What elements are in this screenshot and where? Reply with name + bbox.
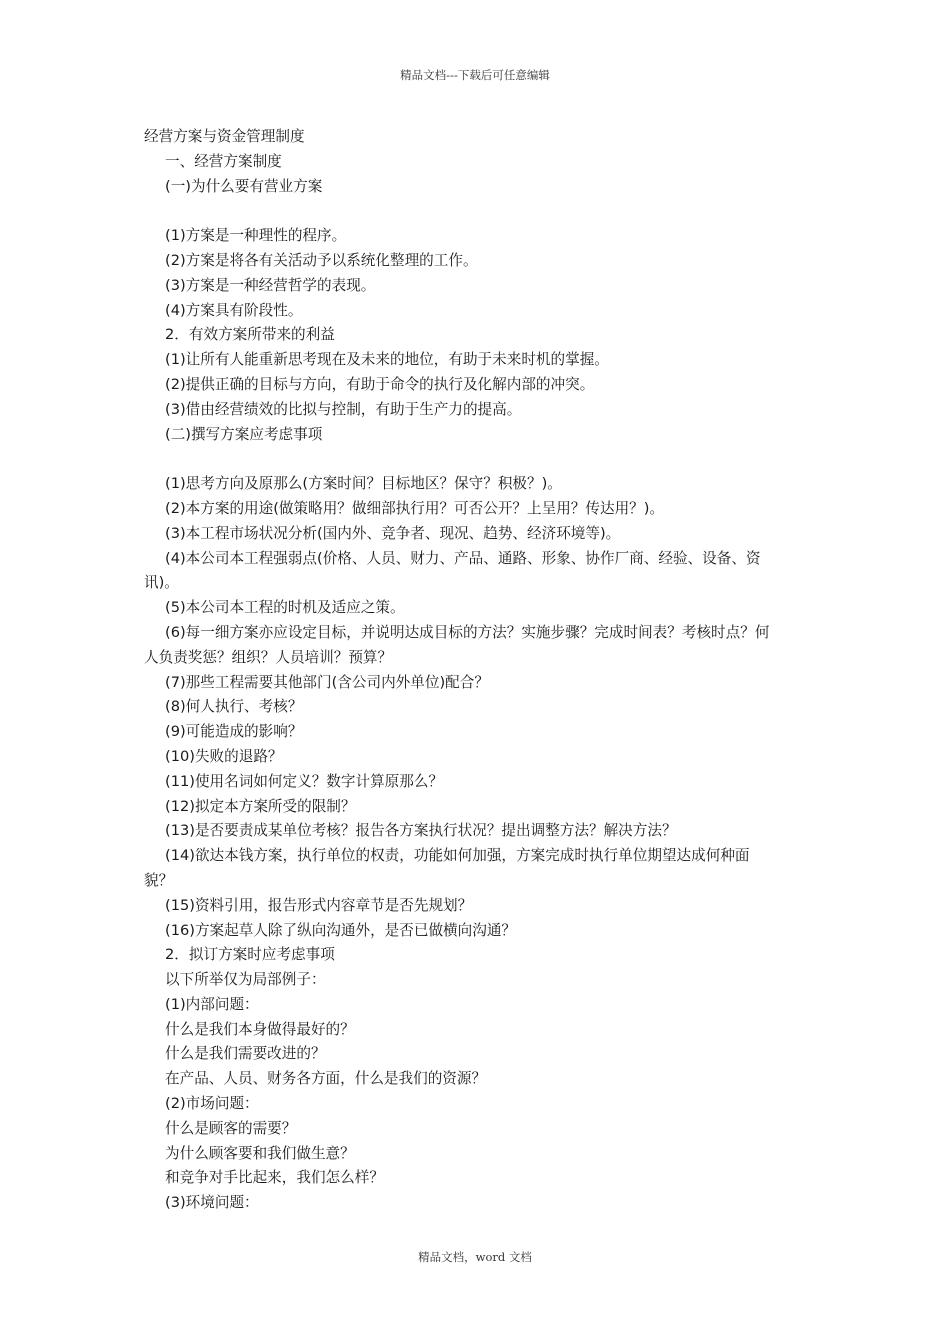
paragraph-line: (15)资料引用，报告形式内容章节是否先规划？ xyxy=(165,896,473,914)
paragraph-line: (1)内部问题： xyxy=(165,995,259,1013)
paragraph-line: (1)让所有人能重新思考现在及未来的地位，有助于未来时机的掌握。 xyxy=(165,351,609,369)
paragraph-line: (3)方案是一种经营哲学的表现。 xyxy=(165,276,376,294)
paragraph-line: 为什么顾客要和我们做生意？ xyxy=(165,1144,355,1162)
paragraph-line: (5)本公司本工程的时机及适应之策。 xyxy=(165,599,405,617)
paragraph-line: 什么是顾客的需要？ xyxy=(165,1119,297,1137)
paragraph-line: (4)方案具有阶段性。 xyxy=(165,301,303,319)
paragraph-line: 一、经营方案制度 xyxy=(165,152,282,170)
paragraph-line: (二)撰写方案应考虑事项 xyxy=(165,425,323,443)
paragraph-line: (4)本公司本工程强弱点(价格、人员、财力、产品、通路、形象、协作厂商、经验、设备、资讯)。 xyxy=(144,549,761,592)
paragraph-line: (13)是否要责成某单位考核？报告各方案执行状况？提出调整方法？解决方法？ xyxy=(165,822,677,840)
paragraph-line: (3)环境问题： xyxy=(165,1194,259,1212)
paragraph-line: (1)方案是一种理性的程序。 xyxy=(165,227,347,245)
paragraph-line: (8)何人执行、考核？ xyxy=(165,698,303,716)
paragraph-line: (2)方案是将各有关活动予以系统化整理的工作。 xyxy=(165,251,478,269)
paragraph-line: (2)本方案的用途(做策略用？做细部执行用？可否公开？上呈用？传达用？)。 xyxy=(165,499,665,517)
paragraph-line: (2)市场问题： xyxy=(165,1095,259,1113)
paragraph-line: 2．拟订方案时应考虑事项 xyxy=(165,946,335,964)
paragraph-line: 什么是我们本身做得最好的？ xyxy=(165,1020,355,1038)
document-body xyxy=(144,125,778,1216)
paragraph-line: (7)那些工程需要其他部门(含公司内外单位)配合？ xyxy=(165,673,489,691)
paragraph-line: 和竞争对手比起来，我们怎么样？ xyxy=(165,1169,384,1187)
paragraph-line: 2．有效方案所带来的利益 xyxy=(165,326,335,344)
paragraph-line: (1)思考方向及原那么(方案时间？目标地区？保守？积极？)。 xyxy=(165,475,562,493)
paragraph-line: (12)拟定本方案所受的限制？ xyxy=(165,797,356,815)
paragraph-line: 在产品、人员、财务各方面，什么是我们的资源？ xyxy=(165,1070,487,1088)
blank-line xyxy=(144,199,778,224)
paragraph-line: (3)本工程市场状况分析(国内外、竞争者、现况、趋势、经济环境等)。 xyxy=(165,524,621,542)
paragraph-line: (一)为什么要有营业方案 xyxy=(165,177,323,195)
paragraph-line: (14)欲达本钱方案，执行单位的权责，功能如何加强，方案完成时执行单位期望达成何种面貌？ xyxy=(144,847,750,889)
paragraph-line: (6)每一细方案亦应设定目标，并说明达成目标的方法？实施步骤？完成时间表？考核时点？何人负责奖惩？组织？人员培训？预算？ xyxy=(144,623,770,666)
page-footer: 精品文档，word 文档 xyxy=(418,1250,532,1264)
paragraph-line: (16)方案起草人除了纵向沟通外，是否已做横向沟通？ xyxy=(165,921,517,939)
blank-line xyxy=(144,447,778,472)
paragraph-line: (10)失败的退路？ xyxy=(165,747,283,765)
page-header: 精品文档---下载后可任意编辑 xyxy=(400,68,550,82)
document-title: 经营方案与资金管理制度 xyxy=(144,128,305,145)
paragraph-line: 以下所举仅为局部例子： xyxy=(165,971,326,989)
paragraph-line: (2)提供正确的目标与方向，有助于命令的执行及化解内部的冲突。 xyxy=(165,375,595,393)
paragraph-line: (3)借由经营绩效的比拟与控制，有助于生产力的提高。 xyxy=(165,400,522,418)
paragraph-line: 什么是我们需要改进的？ xyxy=(165,1045,326,1063)
paragraph-line: (9)可能造成的影响？ xyxy=(165,723,303,741)
paragraph-line: (11)使用名词如何定义？数字计算原那么？ xyxy=(165,772,444,790)
